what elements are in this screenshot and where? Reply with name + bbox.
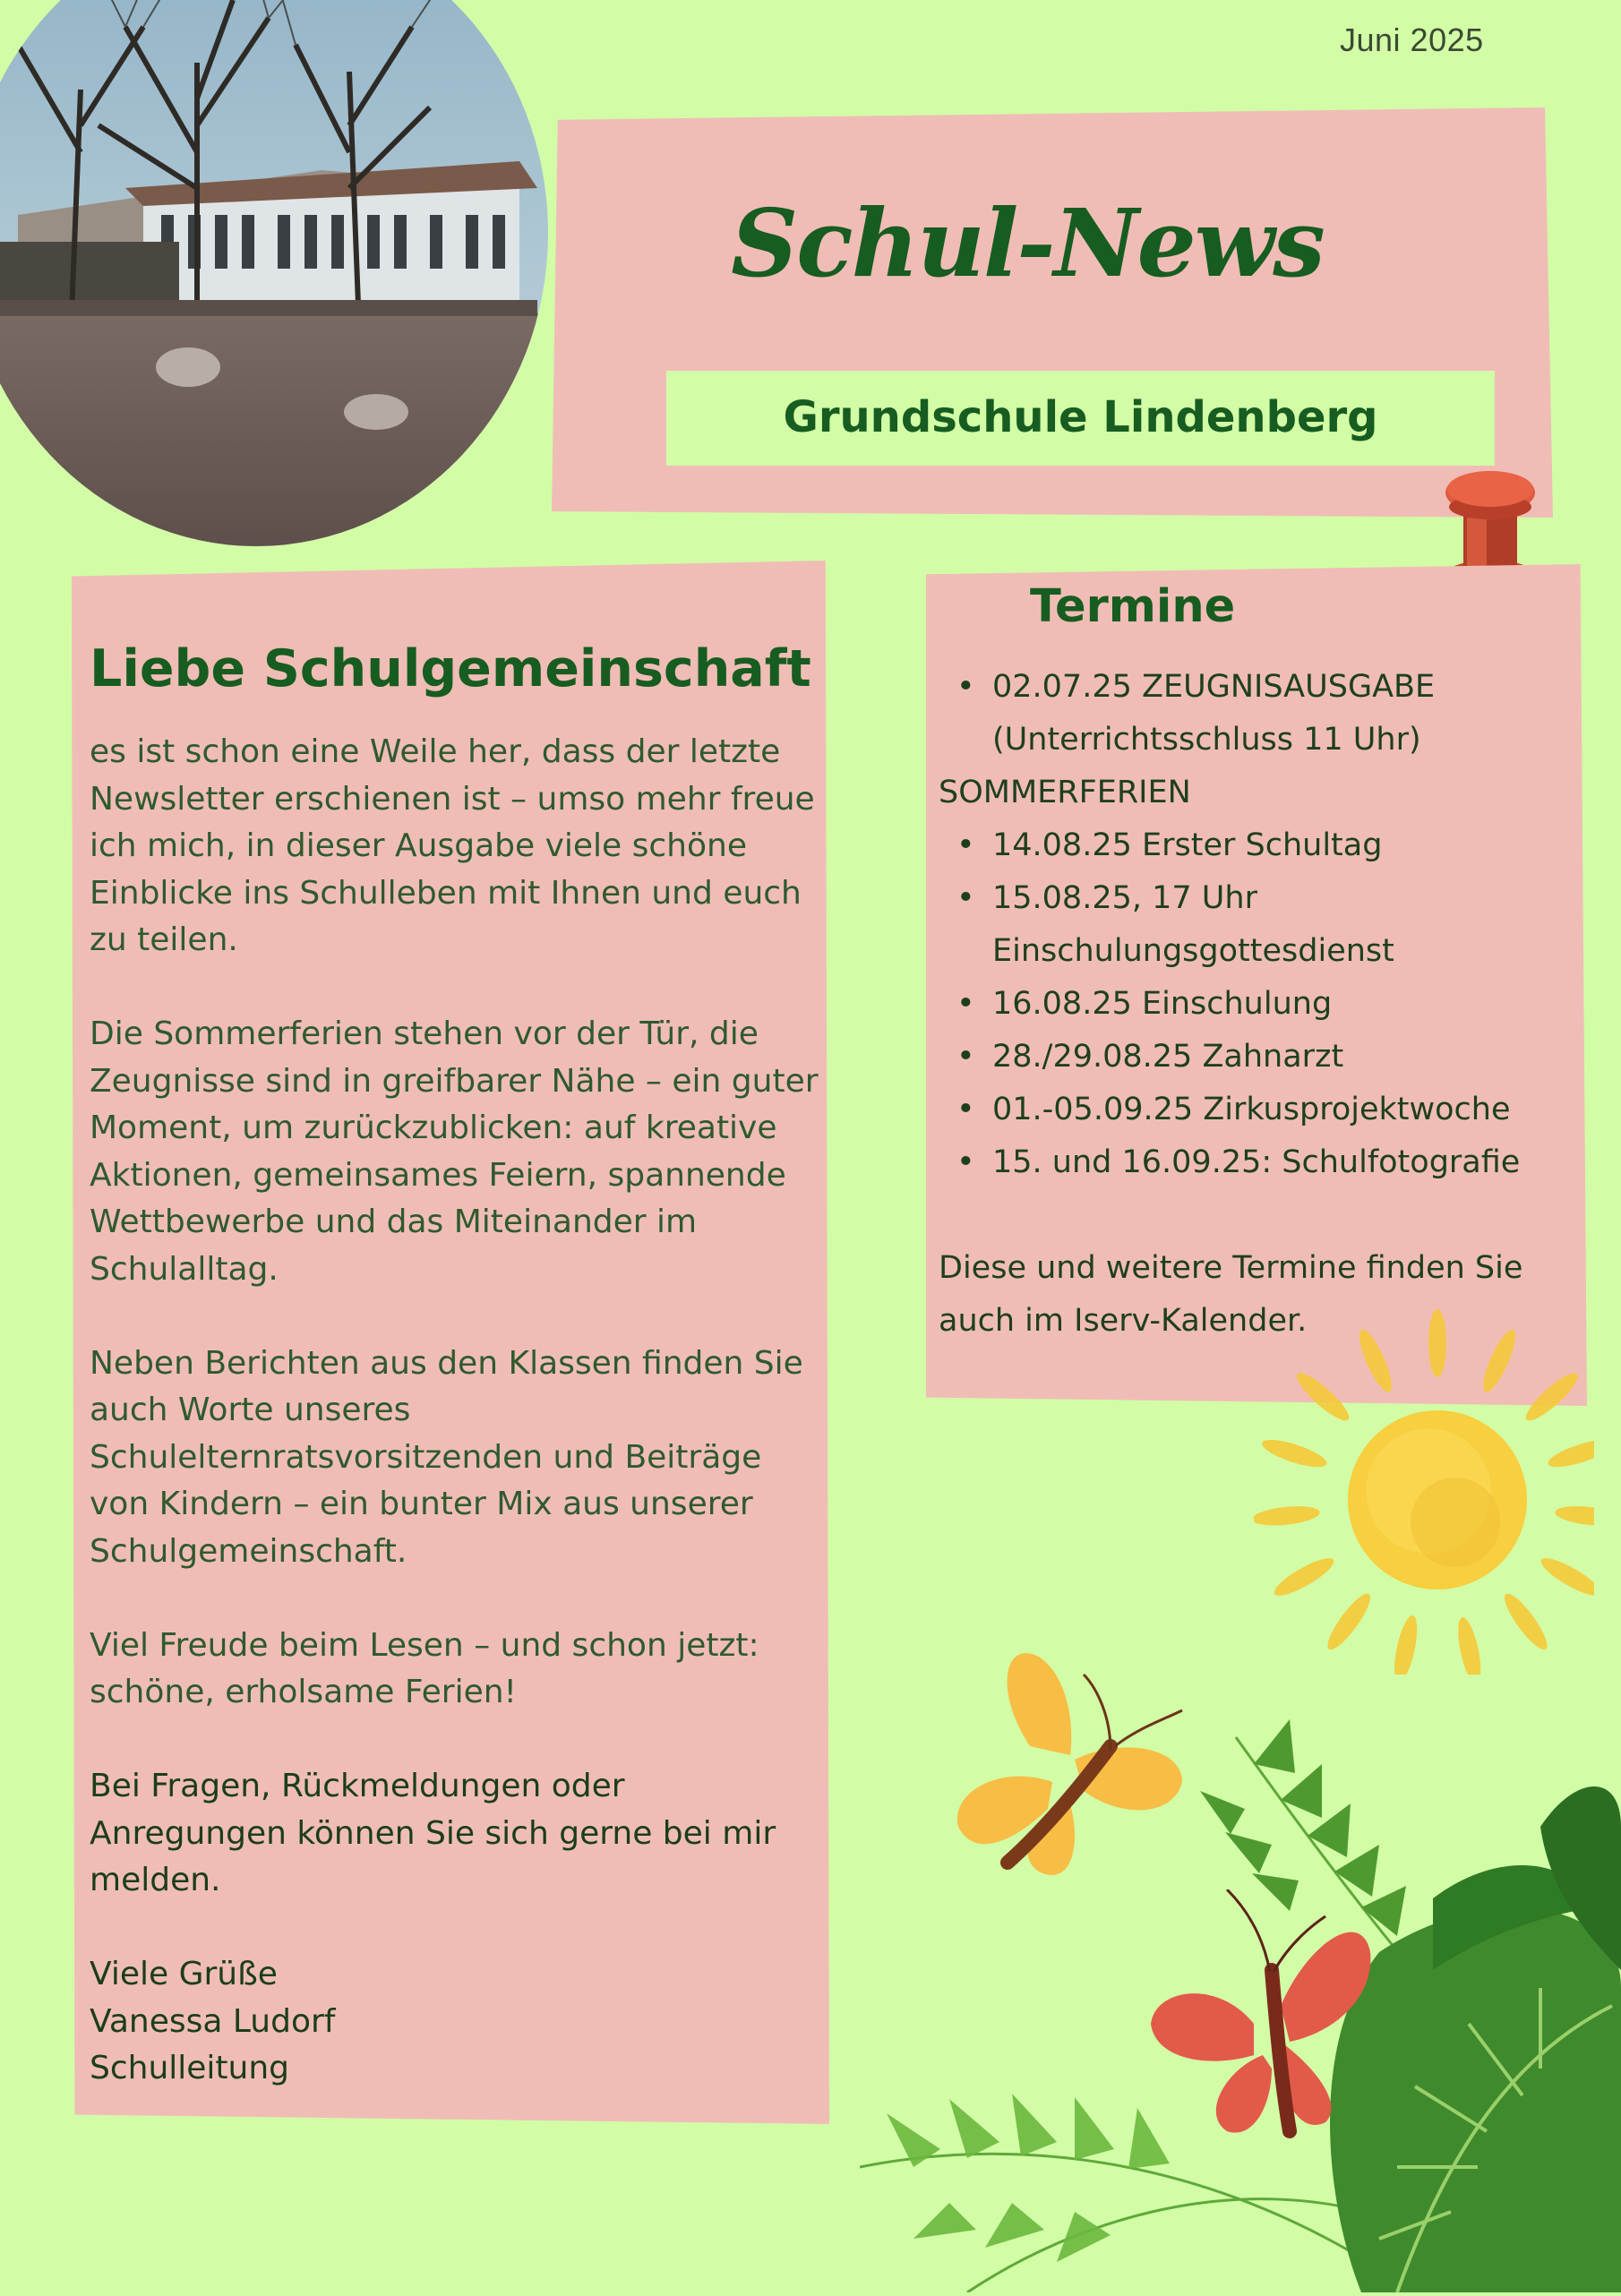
termine-item: • 28./29.08.25 Zahnarzt — [992, 1031, 1574, 1084]
letter-paragraph: Neben Berichten aus den Klassen finden Sie auch Worte unseres Schulelternratsvorsitzenden und Beiträge von Kindern – ein bunter Mix aus unserer Schulgemeinschaft. — [90, 1344, 803, 1570]
termine-list — [939, 661, 1574, 1348]
sun-icon — [1254, 1307, 1594, 1675]
signature-name: Vanessa Ludorf — [90, 2002, 336, 2040]
termine-item: • 15.08.25, 17 Uhr Einschulungsgottesdienst — [992, 872, 1574, 978]
letter-paragraph: Die Sommerferien stehen vor der Tür, die Zeugnisse sind in greifbarer Nähe – ein guter Moment, um zurückzublicken: auf kreative Aktionen, gemeinsames Feiern, spannende Wettbewerbe und das Miteinander im Schulalltag. — [90, 1015, 819, 1288]
termine-separator: SOMMERFERIEN — [939, 775, 1191, 810]
butterfly-icon — [1146, 1889, 1379, 2149]
newsletter-title: Schul-News — [731, 188, 1324, 298]
letter-body — [90, 729, 824, 2093]
termine-item: • 15. und 16.09.25: Schulfotografie — [992, 1136, 1574, 1189]
termine-item: • 16.08.25 Einschulung — [992, 978, 1574, 1031]
letter-paragraph: es ist schon eine Weile her, dass der letzte Newsletter erschienen ist – umso mehr freue ich mich, in dieser Ausgabe viele schöne Einblicke ins Schulleben mit Ihnen und euch zu teilen. — [90, 733, 815, 958]
letter-closing: Viele Grüße — [90, 1956, 278, 1992]
termine-item: • 14.08.25 Erster Schultag — [992, 819, 1574, 872]
issue-date: Juni 2025 — [1340, 21, 1484, 58]
school-name: Grundschule Lindenberg — [783, 392, 1378, 442]
letter-paragraph: Viel Freude beim Lesen – und schon jetzt: schöne, erholsame Ferien! — [90, 1626, 759, 1710]
termine-heading: Termine — [1030, 580, 1236, 633]
termine-item: • 01.-05.09.25 Zirkusprojektwoche — [992, 1084, 1574, 1136]
letter-heading: Liebe Schulgemeinschaft — [90, 639, 811, 698]
termine-footer: Diese und weitere Termine finden Sie auch im Iserv-Kalender. — [939, 1250, 1523, 1339]
termine-item: • 02.07.25 ZEUGNISAUSGABE (Unterrichtsschluss 11 Uhr) — [992, 661, 1574, 767]
letter-contact-note: Bei Fragen, Rückmeldungen oder Anregungen können Sie sich gerne bei mir melden. — [90, 1768, 776, 1898]
signature-role: Schulleitung — [90, 2050, 290, 2086]
butterfly-icon — [940, 1639, 1191, 1889]
school-photo — [0, 0, 548, 546]
